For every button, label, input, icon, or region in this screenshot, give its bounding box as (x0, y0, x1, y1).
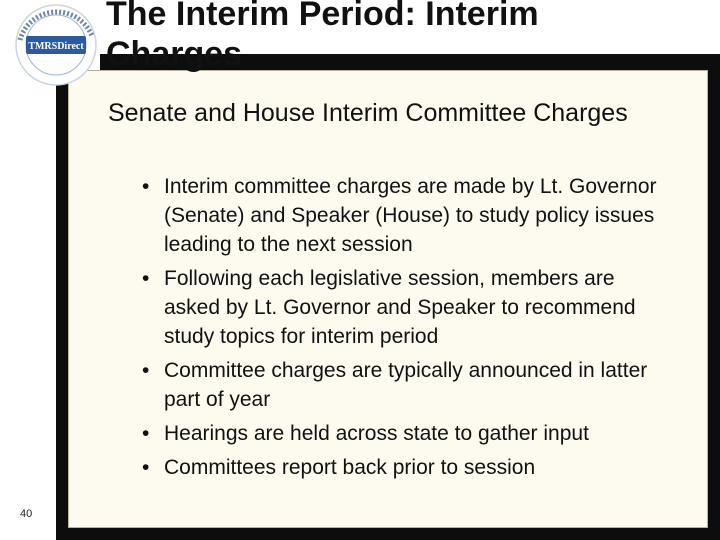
bullet-dot-icon: • (142, 267, 150, 290)
bullet-item (140, 172, 670, 259)
slide-subheading: Senate and House Interim Committee Charges (108, 99, 628, 127)
logo-text: TMRSDirect (28, 41, 84, 52)
bullet-text: Committees report back prior to session (164, 456, 536, 479)
tmrs-logo (10, 2, 102, 88)
slide-number: 40 (20, 508, 33, 520)
bullet-item (140, 264, 670, 351)
bullet-dot-icon: • (142, 175, 150, 198)
bullet-text: Hearings are held across state to gather input (164, 422, 589, 445)
bullet-list (140, 172, 670, 487)
bullet-dot-icon: • (142, 359, 150, 382)
bullet-text: Interim committee charges are made by Lt. Governor (Senate) and Speaker (House) to study policy issues leading to the next session (164, 175, 657, 256)
bullet-text: Committee charges are typically announced in latter part of year (164, 359, 648, 411)
frame-left-bar (56, 54, 68, 540)
slide-title: The Interim Period: Interim Charges (106, 0, 539, 73)
bullet-dot-icon: • (142, 456, 150, 479)
bullet-item (140, 419, 670, 448)
bullet-dot-icon: • (142, 422, 150, 445)
bullet-item (140, 453, 670, 482)
left-margin (0, 90, 56, 540)
frame-right-bar (708, 54, 720, 540)
frame-bottom-bar (56, 528, 720, 540)
bullet-item (140, 356, 670, 414)
bullet-text: Following each legislative session, members are asked by Lt. Governor and Speaker to recommend study topics for interim period (164, 267, 636, 348)
